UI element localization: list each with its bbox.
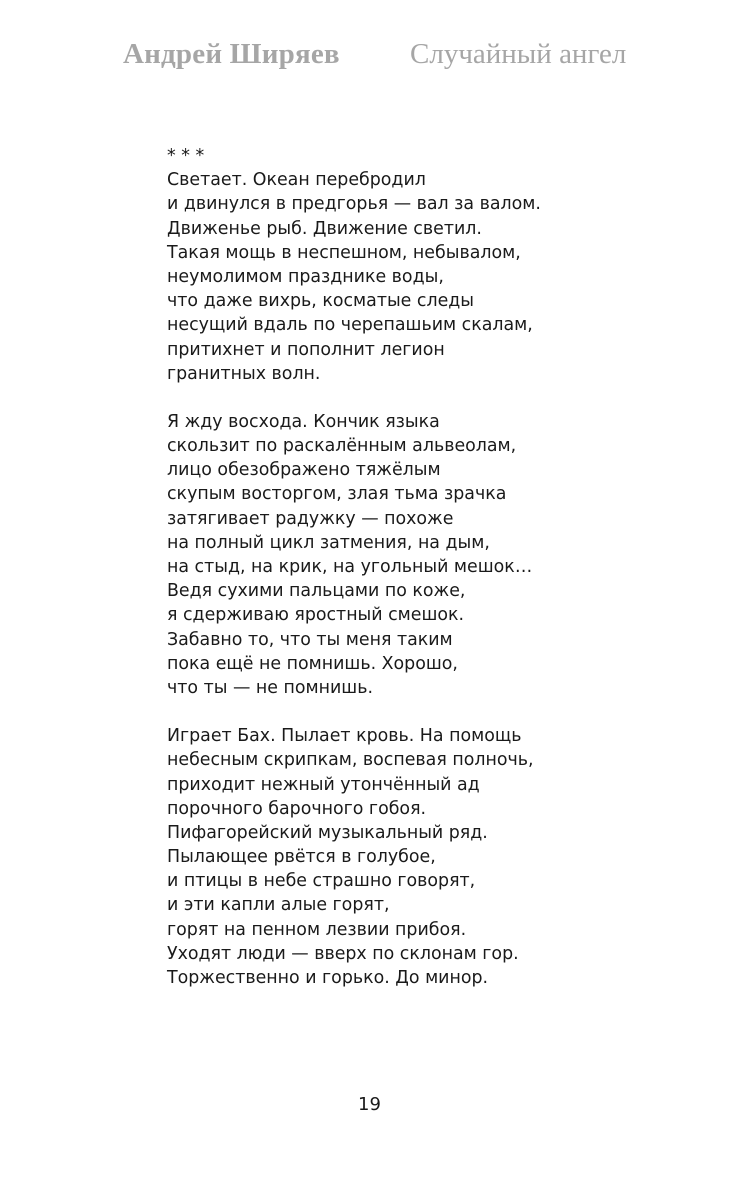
header-author: Андрей Ширяев — [123, 38, 340, 70]
poem-line: Движенье рыб. Движение светил. — [167, 218, 482, 239]
stanza — [167, 410, 687, 700]
poem-line: приходит нежный утончённый ад — [167, 774, 480, 795]
poem-line: затягивает радужку — похоже — [167, 508, 454, 529]
poem-line: лицо обезображено тяжёлым — [167, 460, 441, 481]
poem-line: Уходят люди — вверх по склонам гор. — [167, 943, 519, 964]
poem-line: Пифагорейский музыкальный ряд. — [167, 822, 488, 843]
poem-line: Я жду восхода. Кончик языка — [167, 411, 440, 432]
poem-line: Пылающее рвётся в голубое, — [167, 847, 436, 868]
poem-line: на стыд, на крик, на угольный мешок… — [167, 557, 533, 577]
poem-line: Играет Бах. Пылает кровь. На помощь — [167, 726, 522, 747]
running-header — [0, 38, 739, 78]
poem-body — [167, 144, 687, 1014]
poem-line: Такая мощь в неспешном, небывалом, — [167, 242, 521, 263]
poem-line: порочного барочного гобоя. — [167, 798, 427, 819]
stanza — [167, 724, 687, 990]
poem-line: несущий вдаль по черепашьим скалам, — [167, 315, 533, 336]
poem-line: что даже вихрь, косматые следы — [167, 291, 475, 312]
poem-line: * * * — [167, 146, 205, 166]
poem-line: и двинулся в предгорья — вал за валом. — [167, 194, 541, 215]
poem-line: Забавно то, что ты меня таким — [167, 629, 453, 650]
poem-line: горят на пенном лезвии прибоя. — [167, 919, 467, 940]
poem-line: что ты — не помнишь. — [167, 677, 373, 698]
poem-line: притихнет и пополнит легион — [167, 339, 445, 360]
header-book-title: Случайный ангел — [410, 38, 627, 70]
poem-line: Светает. Океан перебродил — [167, 170, 426, 191]
poem-line: скользит по раскалённым альвеолам, — [167, 436, 517, 457]
poem-line: Ведя сухими пальцами по коже, — [167, 581, 466, 602]
poem-line: гранитных волн. — [167, 363, 321, 384]
page-number: 19 — [358, 1094, 381, 1115]
poem-line: и птицы в небе страшно говорят, — [167, 871, 476, 892]
poem-line: на полный цикл затмения, на дым, — [167, 532, 490, 553]
poem-line: неумолимом празднике воды, — [167, 266, 444, 287]
poem-line: Торжественно и горько. До минор. — [167, 968, 489, 988]
poem-line: пока ещё не помнишь. Хорошо, — [167, 653, 458, 674]
stanza — [167, 144, 687, 386]
poem-line: я сдерживаю яростный смешок. — [167, 605, 465, 626]
poem-line: и эти капли алые горят, — [167, 895, 390, 916]
poem-line: небесным скрипкам, воспевая полночь, — [167, 750, 534, 771]
poem-line: скупым восторгом, злая тьма зрачка — [167, 484, 507, 505]
